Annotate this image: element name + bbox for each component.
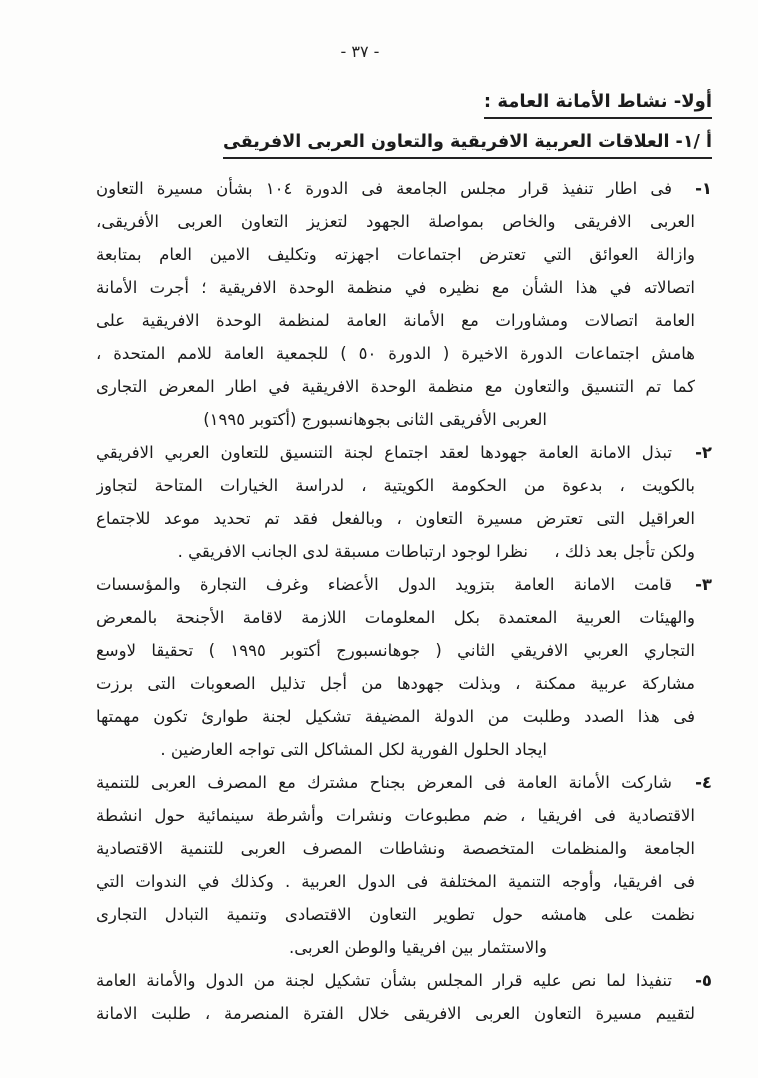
text-line: فى اطار تنفيذ قرار مجلس الجامعة فى الدورة ١٠٤ بشأن مسيرة التعاون — [96, 179, 673, 198]
paragraph-3 — [96, 568, 712, 766]
heading-sub — [96, 128, 712, 156]
text-line: العربى الأفريقى الثانى بجوهانسبورج (أكتوبر ١٩٩٥) — [203, 410, 547, 429]
text-line: قامت الامانة العامة بتزويد الدول الأعضاء وغرف التجارة والمؤسسات — [96, 575, 672, 594]
text-line: فى هذا الصدد وطلبت من الدولة المضيفة تشكيل لجنة طوارئ تكون مهمتها — [96, 707, 695, 726]
paragraph-2 — [96, 436, 712, 568]
paragraph-1 — [96, 172, 712, 436]
paragraph-4-number: ٤- — [695, 773, 712, 792]
heading-sub-text: أ /١- العلاقات العربية الافريقية والتعاون العربى الافريقى — [223, 132, 712, 159]
text-line: هامش اجتماعات الدورة الاخيرة ( الدورة ٥٠ ) للجمعية العامة للامم المتحدة ، — [96, 344, 695, 363]
text-line: الجامعة والمنظمات المتخصصة ونشاطات المصرف العربى للتنمية الاقتصادية — [96, 839, 695, 858]
heading-main — [96, 88, 712, 116]
text-line: ايجاد الحلول الفورية لكل المشاكل التى تواجه العارضين . — [160, 740, 547, 759]
paragraph-3-number: ٣- — [695, 575, 712, 594]
heading-main-text: أولا- نشاط الأمانة العامة : — [484, 91, 712, 119]
text-line: تبذل الامانة العامة جهودها لعقد اجتماع لجنة التنسيق للتعاون العربي الافريقي — [96, 443, 672, 462]
text-line: كما تم التنسيق والتعاون مع منظمة الوحدة الافريقية في اطار المعرض التجارى — [96, 377, 695, 396]
text-line: شاركت الأمانة العامة فى المعرض بجناح مشترك مع المصرف العربى للتنمية — [96, 773, 672, 792]
text-line: العربى الافريقى والخاص بمواصلة الجهود لتعزيز التعاون العربى الأفريقى، — [96, 212, 695, 231]
text-line: التجاري العربي الافريقي الثاني ( جوهانسبورج أكتوبر ١٩٩٥ ) تحقيقا لاوسع — [96, 641, 695, 660]
paragraph-2-number: ٢- — [695, 443, 712, 462]
text-line: فى افريقيا، وأوجه التنمية المختلفة فى الدول العربية . وكذلك في الندوات التي — [96, 872, 695, 891]
paragraph-1-number: ١- — [695, 179, 712, 198]
text-line: بالكويت ، بدعوة من الحكومة الكويتية ، لدراسة الخيارات المتاحة لتجاوز — [96, 476, 695, 495]
text-line: وازالة العوائق التي تعترض اجتماعات اجهزته وتكليف الامين العام بمتابعة — [96, 245, 695, 264]
text-line: والاستثمار بين افريقيا والوطن العربى. — [289, 938, 547, 957]
page-number: - ٣٧ - — [340, 42, 380, 61]
text-line: لتقييم مسيرة التعاون العربى الافريقى خلال الفترة المنصرمة ، طلبت الامانة — [96, 1004, 695, 1023]
text-line: والهيئات العربية المعتمدة بكل المعلومات اللازمة لاقامة الأجنحة بالمعرض — [96, 608, 695, 627]
text-line: ولكن تأجل بعد ذلك ، نظرا لوجود ارتباطات مسبقة لدى الجانب الافريقي . — [177, 542, 695, 561]
paragraph-4 — [96, 766, 712, 964]
paragraph-5 — [96, 964, 712, 1030]
document-content — [96, 88, 712, 1030]
paragraph-5-number: ٥- — [695, 971, 712, 990]
text-line: اتصالاته في هذا الشأن مع نظيره في منظمة الوحدة الافريقية ؛ أجرت الأمانة — [96, 278, 695, 297]
text-line: العامة اتصالات ومشاورات مع الأمانة العامة لمنظمة الوحدة الافريقية على — [96, 311, 695, 330]
text-line: الاقتصادية فى افريقيا ، ضم مطبوعات ونشرات وأشرطة سينمائية حول انشطة — [96, 806, 695, 825]
text-line: تنفيذا لما نص عليه قرار المجلس بشأن تشكيل لجنة من الدول والأمانة العامة — [96, 971, 672, 990]
text-line: العراقيل التى تعترض مسيرة التعاون ، وبالفعل فقد تم تحديد موعد للاجتماع — [96, 509, 695, 528]
text-line: مشاركة عربية ممكنة ، وبذلت جهودها من أجل تذليل الصعوبات التى برزت — [96, 674, 695, 693]
text-line: نظمت على هامشه حول تطوير التعاون الاقتصادى وتنمية التبادل التجارى — [96, 905, 695, 924]
